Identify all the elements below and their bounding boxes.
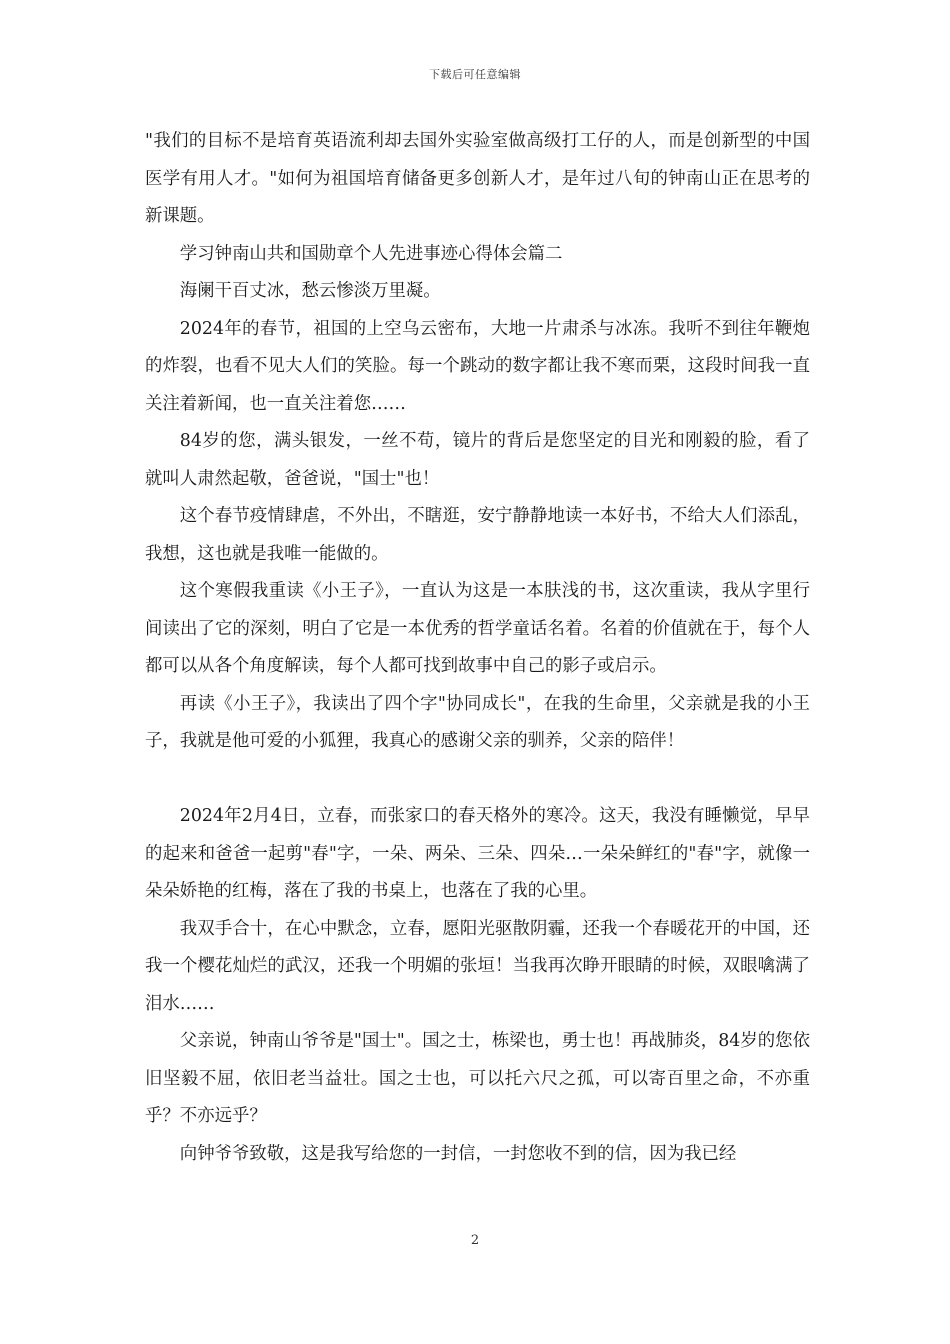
paragraph: 2024年的春节，祖国的上空乌云密布，大地一片肃杀与冰冻。我听不到往年鞭炮的炸裂，也看不见大人们的笑脸。每一个跳动的数字都让我不寒而栗，这段时间我一直关注着新闻，也一直关注着您……	[145, 318, 810, 414]
paragraph: 我双手合十，在心中默念，立春，愿阳光驱散阴霾，还我一个春暖花开的中国，还我一个樱花灿烂的武汉，还我一个明媚的张垣！当我再次睁开眼睛的时候，双眼噙满了泪水……	[145, 918, 810, 1014]
paragraph-spacer	[145, 761, 810, 799]
paragraph: 这个春节疫情肆虐，不外出，不瞎逛，安宁静静地读一本好书，不给大人们添乱，我想，这也就是我唯一能做的。	[145, 506, 810, 564]
paragraph: 84岁的您，满头银发，一丝不苟，镜片的背后是您坚定的目光和刚毅的脸，看了就叫人肃然起敬，爸爸说，"国士"也！	[145, 431, 810, 489]
paragraph: 2024年2月4日，立春，而张家口的春天格外的寒冷。这天，我没有睡懒觉，早早的起来和爸爸一起剪"春"字，一朵、两朵、三朵、四朵…一朵朵鲜红的"春"字，就像一朵朵娇艳的红梅，落在了我的书桌上，也落在了我的心里。	[145, 806, 810, 901]
paragraph: 父亲说，钟南山爷爷是"国士"。国之士，栋梁也，勇士也！再战肺炎，84岁的您依旧坚毅不屈，依旧老当益壮。国之士也，可以托六尺之孤，可以寄百里之命，不亦重乎？不亦远乎？	[145, 1031, 810, 1126]
paragraph-quote: "我们的目标不是培育英语流利却去国外实验室做高级打工仔的人，而是创新型的中国医学有用人才。"如何为祖国培育储备更多创新人才，是年过八旬的钟南山正在思考的新课题。	[145, 131, 810, 226]
page-header: 下载后可任意编辑	[429, 68, 521, 81]
paragraph: 再读《小王子》，我读出了四个字"协同成长"，在我的生命里，父亲就是我的小王子，我就是他可爱的小狐狸，我真心的感谢父亲的驯养，父亲的陪伴！	[145, 693, 810, 751]
paragraph: 这个寒假我重读《小王子》，一直认为这是一本肤浅的书，这次重读，我从字里行间读出了它的深刻，明白了它是一本优秀的哲学童话名着。名着的价值就在于，每个人都可以从各个角度解读，每个人都可找到故事中自己的影子或启示。	[145, 581, 810, 676]
paragraph: 向钟爷爷致敬，这是我写给您的一封信，一封您收不到的信，因为我已经	[179, 1143, 737, 1164]
section-title: 学习钟南山共和国勋章个人先进事迹心得体会篇二	[179, 243, 563, 264]
page-number: 2	[470, 1233, 480, 1248]
paragraph-poem-line: 海阑干百丈冰，愁云惨淡万里凝。	[179, 281, 441, 301]
document-body	[145, 123, 810, 1173]
